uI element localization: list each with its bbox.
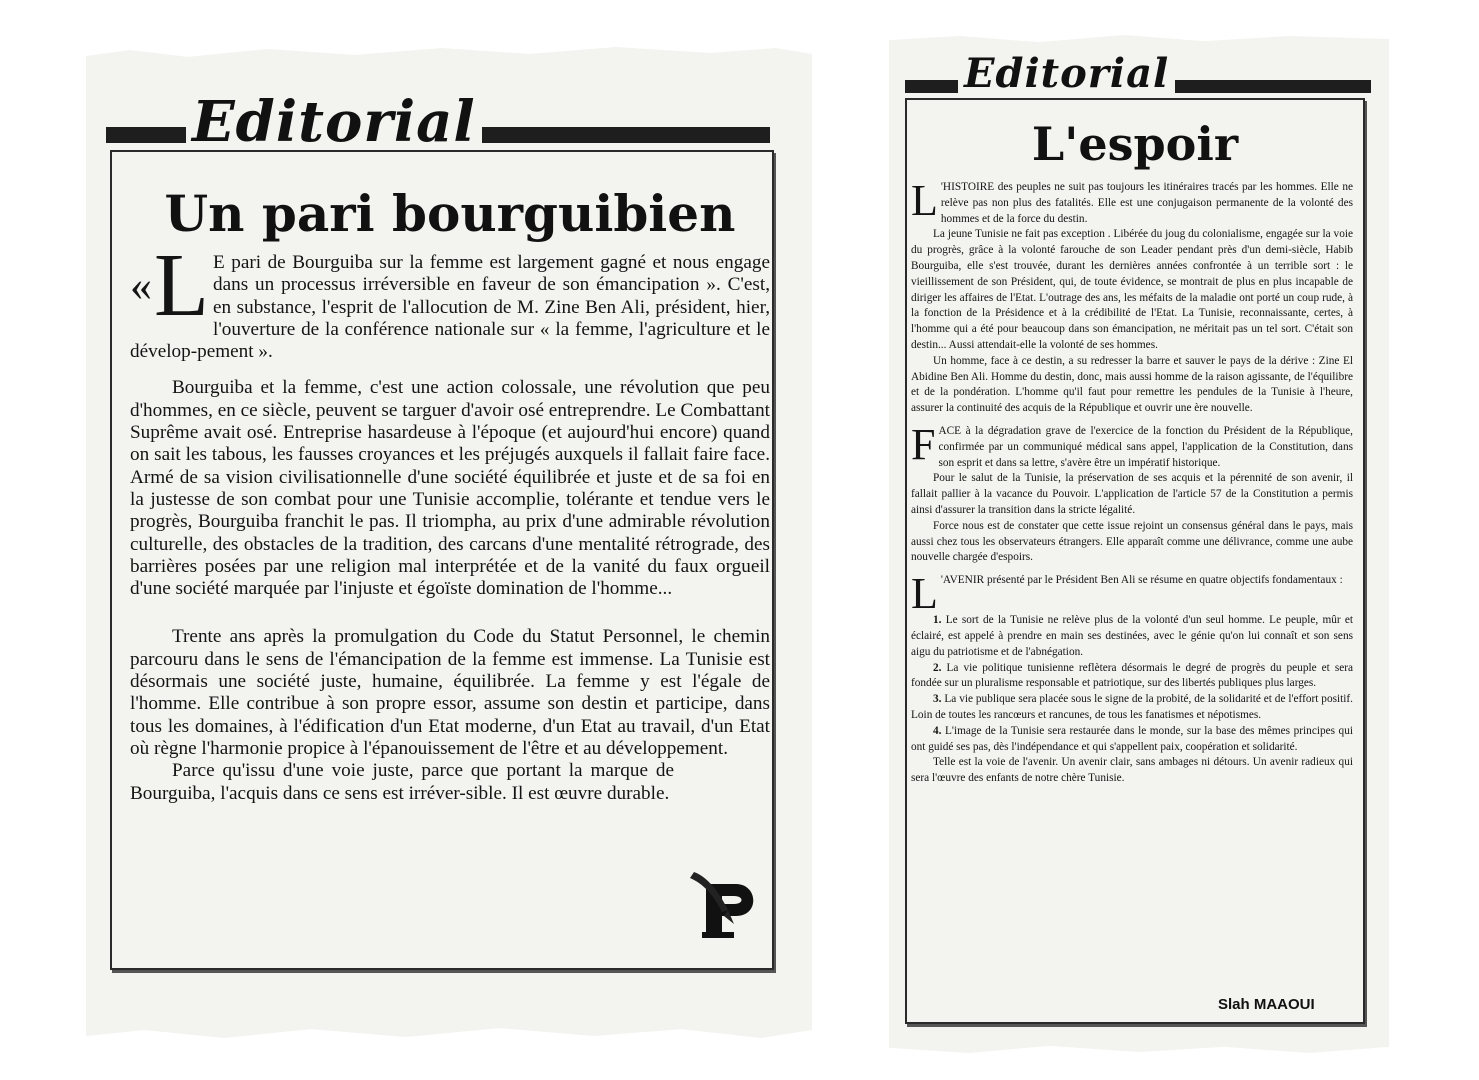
objective-1 [911,613,1353,660]
left-article-body [130,236,770,805]
left-headline: Un pari bourguibien [164,184,736,243]
opening-quote: « [130,261,152,310]
objective-number: 3. [933,693,942,706]
right-article-body [911,176,1354,787]
right-section-label: Editorial [958,52,1175,96]
objective-text: L'image de la Tunisie sera restaurée dans le monde, sur la base des mêmes principes qui ont guidé ses pas, dès l'indépendance et qui s'appellent paix, coopération et solidarité. [911,724,1353,753]
left-paragraph-1 [130,236,770,363]
right-paragraph-7 [911,569,1353,619]
left-paragraph-text: E pari de Bourguiba sur la femme est largement gagné et nous engage dans un processus irréversible en faveur de son émancipation ». C'est, en substance, l'esprit de l'allocution de M. Zine Ben Ali, président, hier, l'ouverture de la conférence nationale sur « la femme, l'agriculture et le dévelop-pement ». [130,252,770,363]
right-paragraph-4 [911,419,1353,471]
objective-number: 1. [933,614,942,627]
right-paragraph-5: Pour le salut de la Tunisie, la préservation de ses acquis et la pérennité de son avenir, il fallait pallier à la vacance du Pouvoir. L'application de l'article 57 de la Constitution a permis ainsi d'assurer la transition dans la stricte légalité. [911,472,1353,516]
right-paragraph-text: ACE à la dégradation grave de l'exercice de la fonction du Président de la République, confirmée par un communiqué médical sans appel, l'application de la Constitution, dans son esprit et dans sa lettre, s'avère être un impératif historique. [938,424,1353,469]
objective-number: 4. [933,724,942,737]
right-paragraph-6: Force nous est de constater que cette issue rejoint un consensus général dans le pays, mais aussi chez tous les observateurs étrangers. Elle apparaît comme une délivrance, comme une aube nouvelle chargée d'espoirs. [911,519,1353,564]
left-section-label: Editorial [186,92,482,152]
right-headline: L'espoir [1031,117,1239,171]
right-paragraph-text: 'AVENIR présenté par le Président Ben Ali se résume en quatre objectifs fondamentaux : [940,574,1343,587]
right-paragraph-3: Un homme, face à ce destin, a su redresser la barre et sauver le pays de la dérive : Zine El Abidine Ben Ali. Homme du destin, donc, mais aussi homme de la raison agissante, de l'équilibre et de la pondération. L'homme qu'il faut pour remettre les pendules de la Tunisie à l'heure, assurer la continuité des acquis de la République et ouvrir une ère nouvelle. [911,354,1353,415]
left-paragraph-3: Trente ans après la promulgation du Code du Statut Personnel, le chemin parcouru dans le sens de l'émancipation de la femme est immense. La Tunisie est désormais une société juste, humaine, équilibrée. La femme y est l'égale de l'homme. Elle contribue à son propre essor, assume son destin et participe, dans tous les domaines, à l'édification d'un Etat moderne, d'un Etat au travail, d'un Etat où règne l'harmonie propice à l'épanouissement de l'être et au développement. [130,626,770,759]
objective-number: 2. [933,661,942,674]
closing-paragraph: Telle est la voie de l'avenir. Un avenir clair, sans ambages ni détours. Un avenir radieux qui sera l'œuvre des enfants de notre chère Tunisie. [911,756,1353,785]
objective-text: La vie publique sera placée sous le signe de la probité, de la solidarité et de l'effort positif. Loin de toutes les rancœurs et rancunes, de tous les fanatismes et népotismes. [911,693,1353,721]
left-paragraph-4: Parce qu'issu d'une voie juste, parce que portant la marque de Bourguiba, l'acquis dans ce sens est irréver-sible. Il est œuvre durable. [130,760,674,804]
right-paragraph-text: 'HISTOIRE des peuples ne suit pas toujours les itinéraires tracés par les hommes. Elle ne relève pas non plus des fatalités. Elle est une conjugaison permanente de la volonté des hommes et de la force du destin. [940,181,1353,225]
objective-2 [911,661,1353,693]
objective-text: Le sort de la Tunisie ne relève plus de la volonté d'un seul homme. Le peuple, mûr et éclairé, est appelé à prendre en main ses destinées, avec le génie qu'on lui connaît et son sens aigu du patriotisme et de l'abnégation. [911,614,1353,658]
right-paragraph-2: La jeune Tunisie ne fait pas exception . Libérée du joug du colonialisme, engagée sur la voie du progrès, grâce à la volonté farouche de son Leader pendant près d'un demi-siècle, Habib Bourguiba, elle s'est trouvée, durant les dernières années confrontée à un terrible sort : le vieillissement de son Président, qui, de toute évidence, se montrait de plus en plus incapable de diriger les affaires de l'Etat. L'outrage des ans, les méfaits de la maladie ont porté un coup rude, à la fonction de la Présidence et à la crédibilité de l'Etat. La Tunisie, reconnaissante, certes, à l'homme qui a été pour beaucoup dans son émancipation, ne méritait pas un tel sort. C'était son destin... Aussi attendait-elle la volonté de ses hommes. [911,228,1353,351]
right-drop-cap-2: F [911,419,936,469]
left-paragraph-2: Bourguiba et la femme, c'est une action colossale, une révolution que peu d'hommes, en ce siècle, peuvent se targuer d'avoir osé entreprendre. Le Combattant Suprême avait osé. Entreprise hasardeuse à l'époque (et aujourd'hui encore) quand on sait les tabous, les fausses croyances et les préjugés auxquels il fallait faire face. Armé de sa vision civilisationnelle d'une société équilibrée et juste et de sa foi en la justesse de son combat pour une Tunisie accomplie, tolérante et tendue vers le progrès, Bourguiba franchit le pas. Il triompha, au prix d'une admirable révolution culturelle, des obstacles de la tradition, des carcans d'une mentalité rétrograde, des barrières posées par une religion mal interprétée et de la vanité du faux orgueil d'une société marquée par l'injuste et égoïste domination de l'homme... [130,377,770,600]
right-drop-cap-1: L [911,176,938,225]
right-drop-cap-3: L [911,569,938,619]
objective-4 [911,724,1353,756]
newspaper-logo-icon [688,866,768,940]
objective-3 [911,692,1353,724]
right-paragraph-1 [911,176,1353,227]
objective-text: La vie politique tunisienne reflètera désormais le degré de progrès du peuple et sera fondée sur un pluralisme responsable et patriotique, sur des libertés publiques plus larges. [911,661,1354,690]
left-drop-cap: L [154,236,209,335]
author-signature: Slah MAAOUI [1218,996,1315,1013]
